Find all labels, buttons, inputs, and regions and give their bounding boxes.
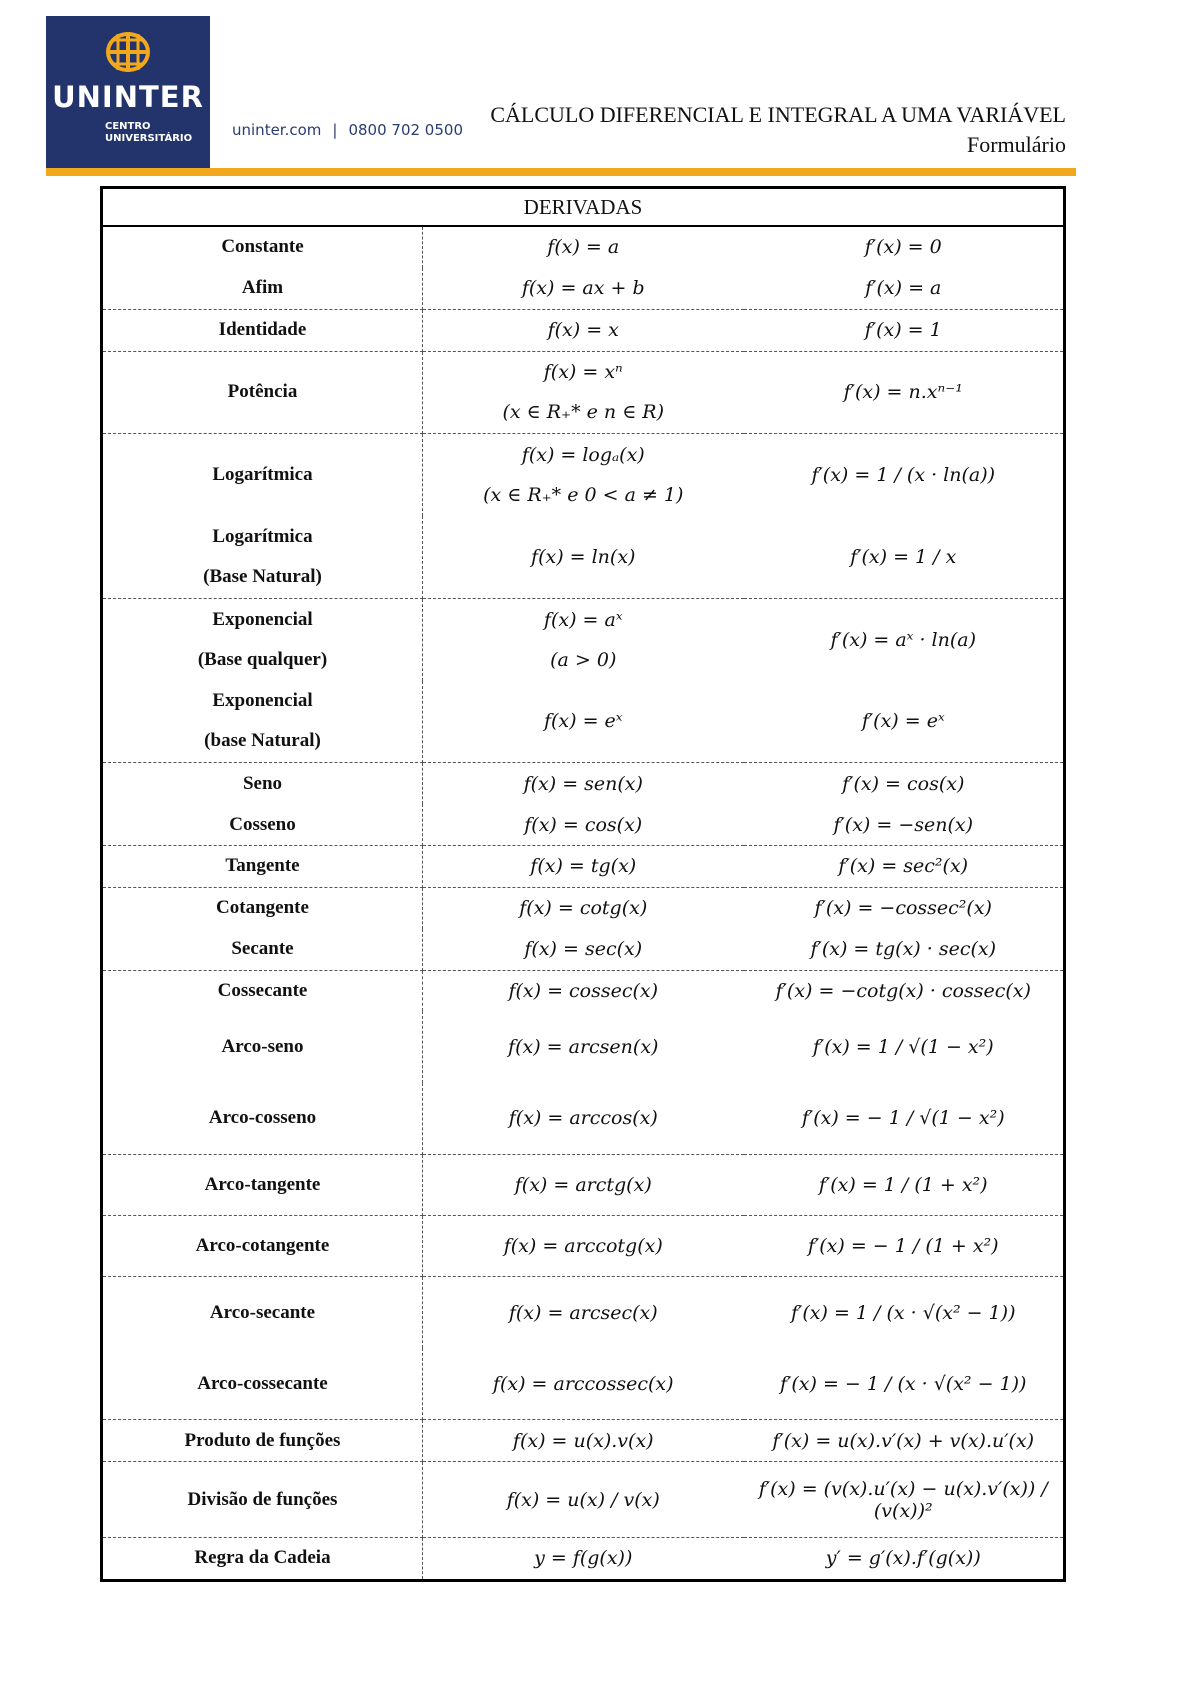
uninter-logo — [46, 16, 210, 168]
row-name: Potência — [102, 351, 423, 434]
row-name: Regra da Cadeia — [102, 1537, 423, 1580]
row-name: Identidade — [102, 309, 423, 351]
table-row — [102, 1154, 1065, 1215]
document-title-block — [490, 100, 1066, 160]
row-name: Cossecante — [102, 970, 423, 1011]
derivatives-table — [100, 186, 1066, 1582]
function-cell: f(x) = u(x) / v(x) — [423, 1462, 744, 1538]
row-name-line-2: (Base Natural) — [203, 565, 322, 587]
derivative-cell: f′(x) = −cotg(x) · cossec(x) — [775, 979, 1031, 1002]
function-cell: f(x) = arctg(x) — [423, 1154, 744, 1215]
row-name: Arco-secante — [102, 1277, 423, 1349]
function-cell: y = f(g(x)) — [534, 1547, 633, 1570]
row-name: Arco-cotangente — [102, 1216, 423, 1277]
derivative-cell: f′(x) = sec²(x) — [744, 845, 1065, 887]
table-row — [102, 1420, 1065, 1462]
table-row — [102, 226, 1065, 268]
row-name: Arco-seno — [102, 1011, 423, 1083]
function-cell: f(x) = cossec(x) — [508, 979, 659, 1002]
function-cell: f(x) = ln(x) — [423, 516, 744, 598]
brand-sub-line-1: CENTRO — [105, 121, 151, 132]
website-link[interactable]: uninter.com — [232, 121, 322, 139]
table-row — [102, 1216, 1065, 1277]
table-row — [102, 763, 1065, 804]
document-title: CÁLCULO DIFERENCIAL E INTEGRAL A UMA VARIÁVEL — [490, 102, 1066, 127]
derivative-cell: f′(x) = eˣ — [744, 681, 1065, 763]
derivative-cell: f′(x) = n.xⁿ⁻¹ — [744, 351, 1065, 434]
function-cell: f(x) = sen(x) — [523, 772, 643, 795]
table-row — [102, 598, 1065, 680]
function-cell: f(x) = arcsec(x) — [508, 1301, 658, 1324]
function-cell: f(x) = arccotg(x) — [423, 1216, 744, 1277]
row-name: Divisão de funções — [102, 1462, 423, 1538]
table-row — [102, 1083, 1065, 1155]
table-row — [102, 970, 1065, 1011]
row-name: Seno — [102, 763, 423, 804]
derivative-cell: f′(x) = 1 / √(1 − x²) — [812, 1036, 994, 1059]
derivative-cell: f′(x) = u(x).v′(x) + v(x).u′(x) — [744, 1420, 1065, 1462]
table-row — [102, 309, 1065, 351]
derivative-cell: f′(x) = (v(x).u′(x) − u(x).v′(x)) / (v(x))² — [744, 1462, 1065, 1538]
derivative-cell: f′(x) = − 1 / (1 + x²) — [744, 1216, 1065, 1277]
row-name: Produto de funções — [102, 1420, 423, 1462]
function-domain: (x ∈ R₊* e n ∈ R) — [502, 401, 665, 424]
row-name: Arco-cosseno — [102, 1083, 423, 1155]
phone-number: 0800 702 0500 — [348, 121, 463, 139]
derivative-cell: f′(x) = −cossec²(x) — [814, 897, 992, 920]
brand-name: UNINTER — [52, 80, 204, 114]
brand-sub-line-2: UNIVERSITÁRIO — [105, 133, 193, 144]
derivative-cell: y′ = g′(x).f′(g(x)) — [825, 1547, 981, 1570]
function-cell: f(x) = ax + b — [423, 268, 744, 309]
row-name: Cotangente — [102, 887, 423, 928]
table-row — [102, 681, 1065, 763]
derivative-cell: f′(x) = 1 / x — [744, 516, 1065, 598]
row-name-line-2: (Base qualquer) — [197, 648, 328, 670]
row-name-line-1: Exponencial — [212, 608, 313, 630]
row-name — [102, 516, 423, 598]
derivative-cell: f′(x) = 1 / (x · √(x² − 1)) — [791, 1301, 1016, 1324]
row-name: Cosseno — [102, 804, 423, 845]
table-row — [102, 1348, 1065, 1420]
function-cell: f(x) = arccos(x) — [423, 1083, 744, 1155]
table-row — [102, 845, 1065, 887]
brand-subtitle — [105, 121, 192, 145]
function-cell: f(x) = eˣ — [423, 681, 744, 763]
function-cell: f(x) = tg(x) — [423, 845, 744, 887]
derivative-cell: f′(x) = − 1 / (x · √(x² − 1)) — [744, 1348, 1065, 1420]
function-cell: f(x) = arcsen(x) — [508, 1036, 659, 1059]
table-row — [102, 434, 1065, 516]
derivative-cell: f′(x) = a — [744, 268, 1065, 309]
derivative-cell: f′(x) = −sen(x) — [744, 804, 1065, 845]
row-name-line-1: Logarítmica — [212, 525, 313, 547]
function-cell: f(x) = cos(x) — [423, 804, 744, 845]
function-cell — [423, 598, 744, 680]
row-name: Tangente — [102, 845, 423, 887]
function-cell: f(x) = cotg(x) — [519, 897, 648, 920]
contact-line — [232, 121, 463, 139]
table-row — [102, 1011, 1065, 1083]
function-expression: f(x) = xⁿ — [543, 361, 623, 384]
function-cell: f(x) = u(x).v(x) — [423, 1420, 744, 1462]
table-row — [102, 1277, 1065, 1349]
table-row — [102, 1537, 1065, 1580]
header-accent-rule — [46, 168, 1076, 176]
row-name — [102, 598, 423, 680]
table-row — [102, 351, 1065, 434]
row-name-line-2: (base Natural) — [204, 730, 321, 752]
function-cell: f(x) = a — [547, 236, 620, 259]
function-cell: f(x) = x — [423, 309, 744, 351]
function-cell: f(x) = sec(x) — [423, 929, 744, 970]
function-cell: f(x) = arccossec(x) — [423, 1348, 744, 1420]
row-name: Secante — [102, 929, 423, 970]
derivative-cell: f′(x) = 1 / (1 + x²) — [744, 1154, 1065, 1215]
table-row — [102, 929, 1065, 970]
row-name — [102, 681, 423, 763]
table-row — [102, 887, 1065, 928]
derivative-cell: f′(x) = 1 — [744, 309, 1065, 351]
function-expression: f(x) = logₐ(x) — [521, 444, 645, 467]
row-name: Arco-cossecante — [102, 1348, 423, 1420]
derivative-cell: f′(x) = − 1 / √(1 − x²) — [744, 1083, 1065, 1155]
table-row — [102, 804, 1065, 845]
derivative-cell: f′(x) = aˣ · ln(a) — [830, 628, 977, 651]
derivative-cell: f′(x) = cos(x) — [842, 772, 965, 795]
globe-icon — [96, 28, 160, 76]
table-row — [102, 1462, 1065, 1538]
table-heading-row — [102, 188, 1065, 227]
function-expression: f(x) = aˣ — [543, 608, 623, 631]
table-row — [102, 516, 1065, 598]
function-cell — [423, 434, 744, 516]
row-name: Logarítmica — [102, 434, 423, 516]
function-domain: (a > 0) — [550, 648, 617, 671]
table-heading: DERIVADAS — [102, 188, 1065, 227]
contact-separator: | — [332, 121, 338, 139]
row-name-line-1: Exponencial — [212, 690, 313, 712]
derivative-cell: f′(x) = 1 / (x · ln(a)) — [811, 464, 996, 487]
document-subtitle: Formulário — [967, 132, 1066, 157]
row-name: Arco-tangente — [102, 1154, 423, 1215]
derivative-cell: f′(x) = 0 — [864, 236, 942, 259]
function-domain: (x ∈ R₊* e 0 < a ≠ 1) — [483, 484, 684, 507]
row-name: Afim — [102, 268, 423, 309]
function-cell — [423, 351, 744, 434]
derivative-cell: f′(x) = tg(x) · sec(x) — [744, 929, 1065, 970]
row-name: Constante — [102, 226, 423, 268]
table-row — [102, 268, 1065, 309]
